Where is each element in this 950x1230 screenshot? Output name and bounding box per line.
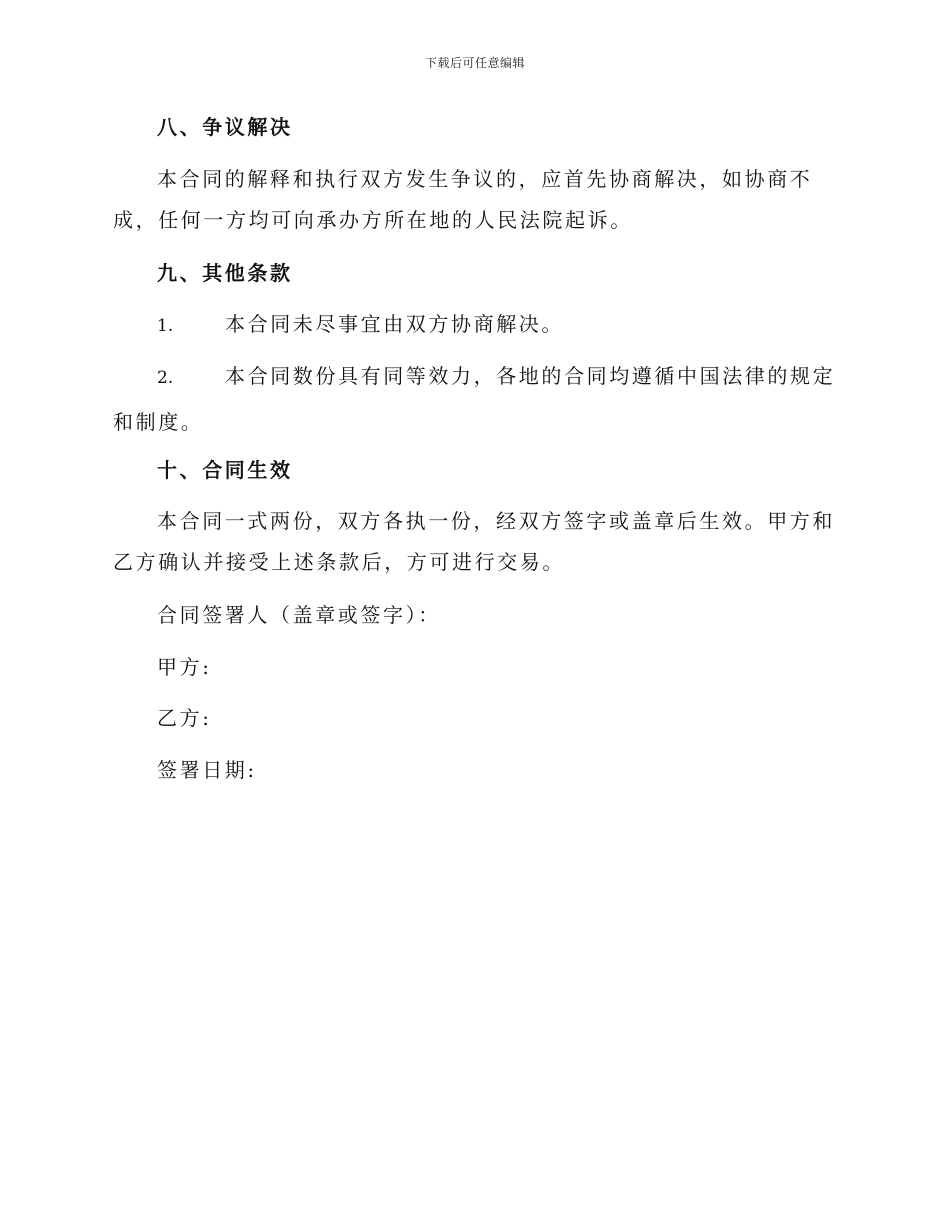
signing-date-label: 签署日期: (157, 758, 257, 782)
section-10-body: 本合同一式两份，双方各执一份，经双方签字或盖章后生效。甲方和乙方确认并接受上述条款后，方可进行交易。 (113, 509, 835, 574)
party-a-label: 甲方: (157, 655, 212, 679)
list-item-number: 2. (157, 368, 174, 388)
section-8-body: 本合同的解释和执行双方发生争议的，应首先协商解决，如协商不成，任何一方均可向承办方所在地的人民法院起诉。 (113, 167, 813, 232)
list-item-text: 本合同数份具有同等效力，各地的合同均遵循中国法律的规定和制度。 (113, 364, 836, 434)
list-item-number: 1. (157, 316, 174, 336)
list-item (157, 304, 564, 347)
section-10-heading: 十、合同生效 (157, 458, 293, 482)
signatory-label: 合同签署人（盖章或签字）： (157, 603, 441, 627)
list-item-text: 本合同未尽事宜由双方协商解决。 (225, 312, 564, 336)
party-b-label: 乙方: (157, 706, 212, 730)
header-note: 下载后可任意编辑 (424, 56, 525, 70)
section-8-heading: 八、争议解决 (157, 115, 293, 139)
list-item (113, 354, 838, 444)
section-9-heading: 九、其他条款 (157, 261, 293, 285)
